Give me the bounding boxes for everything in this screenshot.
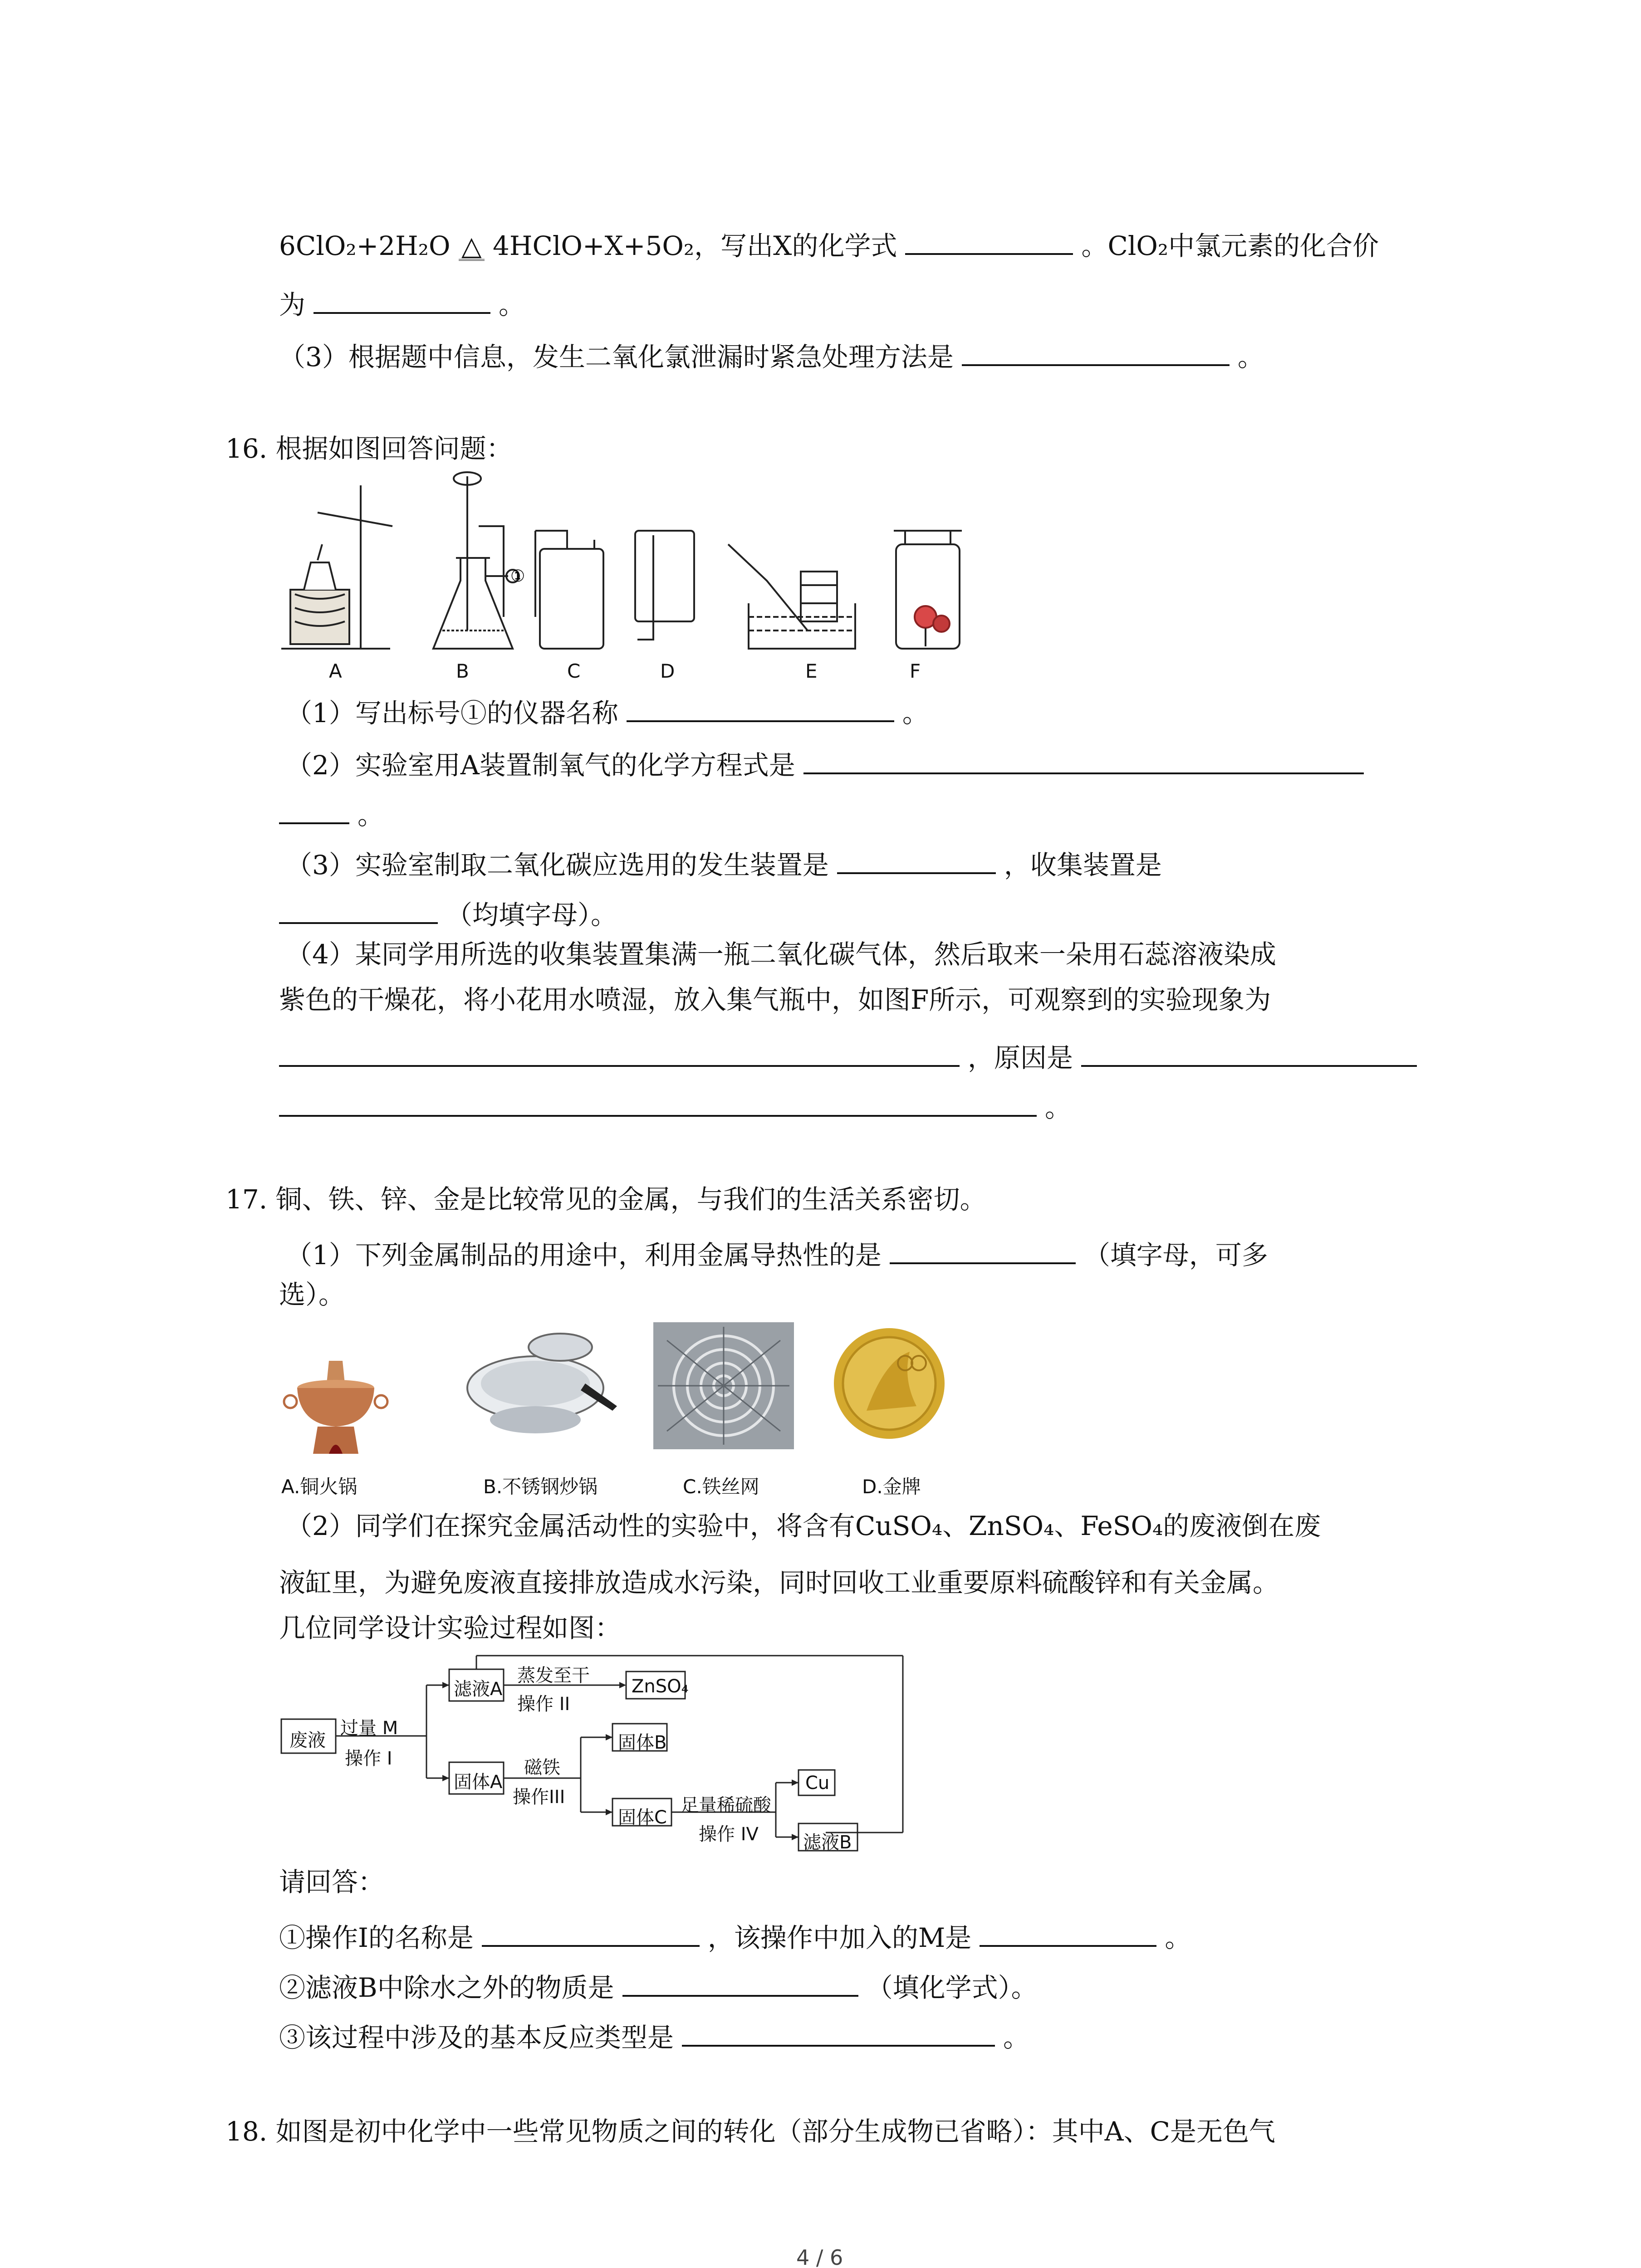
q17-part2-line2: 液缸里，为避免废液直接排放造成水污染，同时回收工业重要原料硫酸锌和有关金属。 [279,1567,1279,1598]
question-text: ，该操作中加入的M是 [707,1922,972,1953]
reaction-condition: △ [459,233,485,261]
q17-answer-2 [279,1969,1038,2001]
flow-excess-m: 过量 M [340,1718,398,1739]
answer-blank[interactable] [905,227,1073,255]
question-text: ①操作Ⅰ的名称是 [279,1922,474,1953]
process-flowchart [277,1651,921,1864]
q17-stem: 17. 铜、铁、锌、金是比较常见的金属，与我们的生活关系密切。 [225,1184,986,1215]
question-text: （填化学式）。 [866,1972,1038,2003]
answer-blank[interactable] [890,1236,1076,1264]
question-text: 。 [1165,1922,1191,1953]
question-text: ，原因是 [968,1042,1073,1073]
question-text: （均填字母）。 [446,899,617,930]
fig-label-a: A [329,660,342,682]
flow-filtrate-b: 滤液B [803,1832,852,1853]
answer-blank[interactable] [803,746,1364,774]
apparatus-f [894,531,962,649]
flow-op4: 操作 IV [699,1824,759,1845]
answer-blank[interactable] [482,1919,700,1947]
q16-part2-cont [279,796,384,831]
q16-part2 [286,746,1372,781]
flow-solid-a: 固体A [454,1772,503,1793]
copper-hotpot-image [281,1352,390,1461]
q15-part3 [279,338,1264,370]
answer-blank[interactable] [1081,1039,1417,1067]
flow-acid: 足量稀硫酸 [681,1795,771,1816]
product-label-b: B.不锈钢炒锅 [483,1476,598,1498]
q15-equation-line [279,227,1379,261]
circle-mark: ① [510,567,525,586]
q18-stem: 18. 如图是初中化学中一些常见物质之间的转化（部分生成物已省略）：其中A、C是无色气 [225,2116,1275,2147]
answer-blank[interactable] [279,796,349,824]
question-text: 。 [499,289,525,320]
q16-part1 [286,694,929,726]
q16-part3-cont [279,896,617,928]
fig-label-c: C [567,660,581,682]
equation-right: 4HClO+X+5O₂，写出X的化学式 [484,230,897,261]
lab-apparatus-figure [272,467,980,680]
q17-answer-1 [279,1919,1191,1951]
answer-blank[interactable] [627,694,894,722]
product-label-a: A.铜火锅 [281,1476,358,1498]
answer-blank[interactable] [682,2019,995,2047]
q16-part4-line1: （4）某同学用所选的收集装置集满一瓶二氧化碳气体，然后取来一朵用石蕊溶液染成 [286,939,1276,970]
question-text: 为 [279,289,306,320]
flow-evap: 蒸发至干 [517,1665,590,1686]
answer-blank[interactable] [279,1039,960,1067]
answer-blank[interactable] [980,1919,1156,1947]
apparatus-d [635,531,694,640]
question-text: （1）下列金属制品的用途中，利用金属导热性的是 [286,1240,882,1271]
question-text: ③该过程中涉及的基本反应类型是 [279,2022,674,2053]
question-text: 。 [1237,342,1264,372]
flow-solid-b: 固体B [618,1732,667,1753]
fig-label-f: F [910,660,921,682]
question-text: 。 [358,800,384,831]
flow-op1: 操作 I [345,1748,392,1769]
q16-part4-line4 [279,1089,1071,1121]
q17-part2-line1: （2）同学们在探究金属活动性的实验中，将含有CuSO₄、ZnSO₄、FeSO₄的废液倒在废 [286,1510,1321,1541]
question-text: 。 [1003,2022,1030,2053]
flow-cu: Cu [805,1773,830,1794]
page-number: 4 / 6 [796,2245,843,2268]
iron-wire-mesh-image [653,1322,794,1449]
apparatus-c [535,531,603,649]
q16-part4-line2: 紫色的干燥花，将小花用水喷湿，放入集气瓶中，如图F所示，可观察到的实验现象为 [279,984,1271,1015]
flow-waste: 废液 [289,1730,326,1751]
q15-valence-line [279,286,525,318]
q16-part3 [286,846,1162,878]
q16-part4-line3 [279,1039,1425,1071]
answer-blank[interactable] [837,846,996,874]
flow-op3: 操作III [513,1787,565,1808]
flow-znso4: ZnSO₄ [632,1676,689,1697]
gold-medal-image [830,1325,948,1442]
question-text: （3）根据题中信息，发生二氧化氯泄漏时紧急处理方法是 [279,342,954,372]
q17-answer-label: 请回答： [279,1867,385,1897]
answer-blank[interactable] [279,896,438,924]
apparatus-e [728,544,855,649]
fig-label-d: D [660,660,675,682]
q16-stem: 16. 根据如图回答问题： [225,433,513,464]
product-label-c: C.铁丝网 [683,1476,759,1498]
flow-solid-c: 固体C [618,1807,667,1828]
question-text: ，收集装置是 [1004,850,1162,880]
question-text: 。 [902,698,929,728]
apparatus-b [433,472,519,649]
question-text: （填字母，可多 [1083,1240,1268,1271]
question-text: ②滤液B中除水之外的物质是 [279,1972,614,2003]
fig-label-e: E [805,660,818,682]
q17-part2-line3: 几位同学设计实验过程如图： [279,1613,622,1643]
steel-wok-image [458,1329,622,1447]
question-text: （3）实验室制取二氧化碳应选用的发生装置是 [286,850,829,880]
flow-op2: 操作 II [517,1694,570,1715]
answer-blank[interactable] [622,1969,858,1997]
question-text: （2）实验室用A装置制氧气的化学方程式是 [286,750,795,781]
equation-left: 6ClO₂+2H₂O [279,230,459,261]
q17-answer-3 [279,2019,1029,2051]
q17-part1 [286,1236,1268,1271]
question-text: 。 [1045,1092,1072,1123]
answer-blank[interactable] [279,1089,1037,1117]
answer-blank[interactable] [962,338,1230,366]
fig-label-b: B [456,660,469,682]
flow-magnet: 磁铁 [524,1757,560,1778]
question-text: 。ClO₂中氯元素的化合价 [1081,230,1379,261]
q17-part1-cont: 选）。 [279,1279,345,1310]
apparatus-a [281,485,392,649]
flow-filtrate-a: 滤液A [454,1679,503,1700]
answer-blank[interactable] [314,286,490,314]
product-label-d: D.金牌 [862,1476,921,1498]
question-text: （1）写出标号①的仪器名称 [286,698,618,728]
